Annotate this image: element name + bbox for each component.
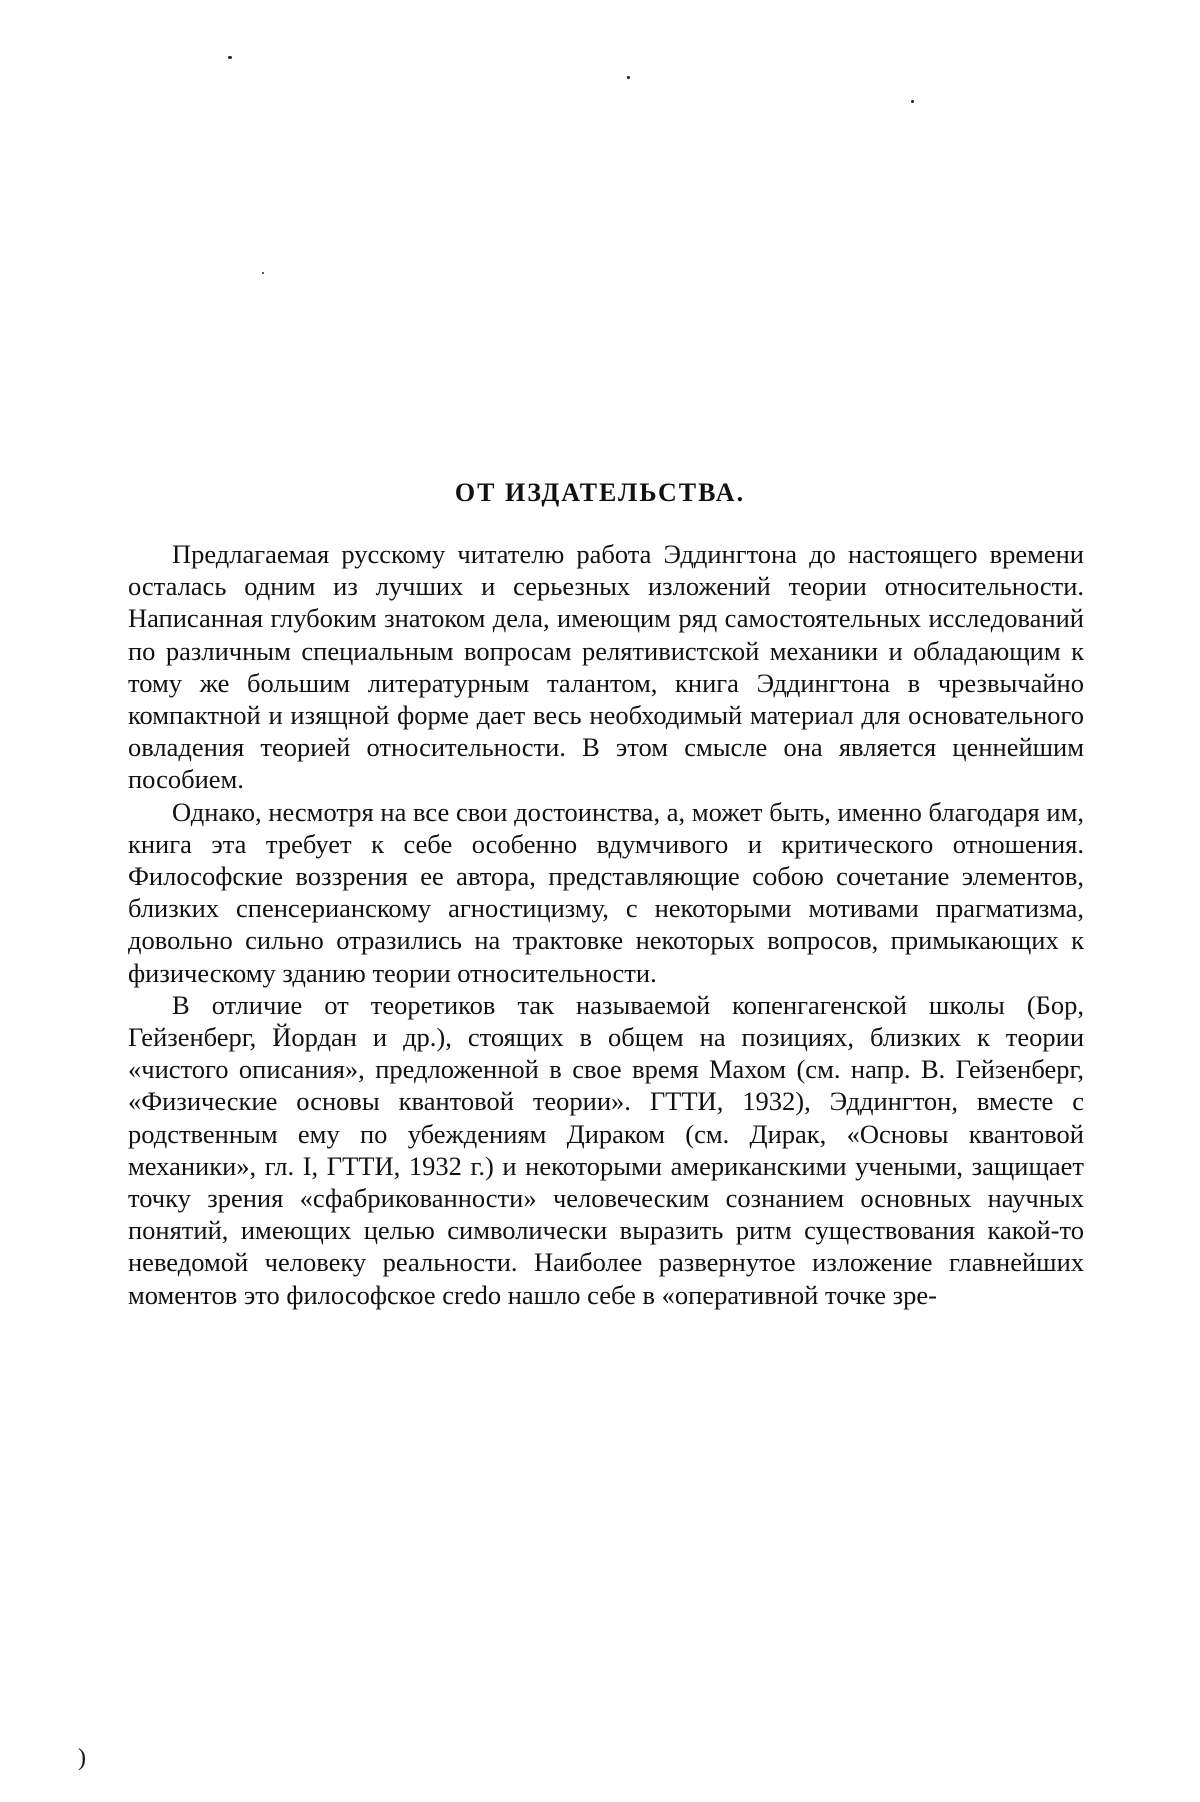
paragraph-3: В отличие от теоретиков так называемой копенгагенской школы (Бор, Гейзенберг, Йордан и др.), стоящих в общем на позициях, близких к теории «чистого описания», предложенной в свое время Махом (см. напр. В. Гейзенберг, «Физические основы квантовой теории». ГТТИ, 1932), Эддингтон, вместе с родственным ему по убеждениям Дираком (см. Дирак, «Основы квантовой механики», гл. I, ГТТИ, 1932 г.) и некоторыми американскими учеными, защищает точку зрения «сфабрикованности» человеческим сознанием основных научных понятий, имеющих целью символически выразить ритм существования какой-то неведомой человеку реальности. Наиболее развернутое изложение главнейших моментов это философское credo нашло себе в «оперативной точке зре- bbox=[128, 989, 1084, 1310]
paragraph-2: Однако, несмотря на все свои достоинства, а, может быть, именно благодаря им, книга эта требует к себе особенно вдумчивого и критического отношения. Философские воззрения ее автора, представляющие собою сочетание элементов, близких спенсерианскому агностицизму, с некоторыми мотивами прагматизма, довольно сильно отразились на трактовке некоторых вопросов, примыкающих к физическому зданию теории относительности. bbox=[128, 796, 1084, 988]
body-text bbox=[128, 538, 1084, 1311]
scan-speck bbox=[911, 100, 914, 103]
margin-mark: ) bbox=[78, 1745, 86, 1771]
scan-speck bbox=[262, 272, 264, 274]
scan-speck bbox=[627, 76, 630, 79]
section-heading: ОТ ИЗДАТЕЛЬСТВА. bbox=[454, 478, 746, 507]
scan-speck bbox=[228, 56, 232, 59]
paragraph-1: Предлагаемая русскому читателю работа Эддингтона до настоящего времени осталась одним из лучших и серьезных изложений теории относительности. Написанная глубоким знатоком дела, имеющим ряд самостоятельных исследований по различным специальным вопросам релятивистской механики и обладающим к тому же большим литературным талантом, книга Эддингтона в чрезвычайно компактной и изящной форме дает весь необходимый материал для основательного овладения теорией относительности. В этом смысле она является ценнейшим пособием. bbox=[128, 539, 1084, 795]
